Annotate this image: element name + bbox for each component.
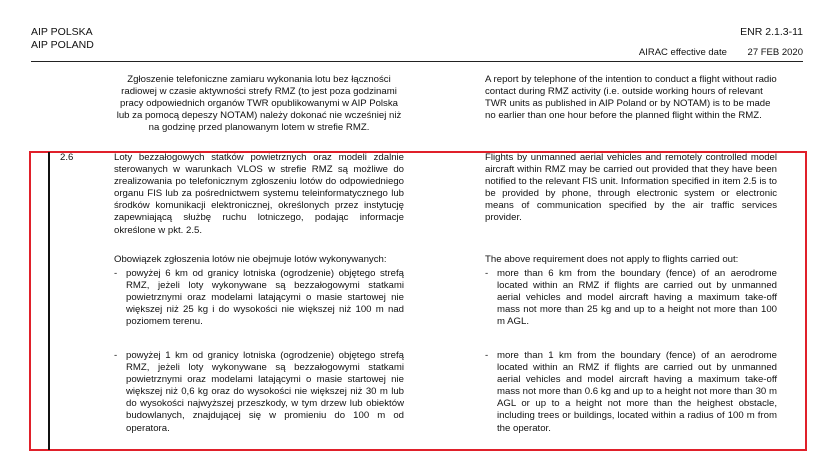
item-pl-paragraph-2: Obowiązek zgłoszenia lotów nie obejmuje lotów wykonywanych: (114, 254, 387, 265)
airac-line (639, 46, 803, 59)
item-pl-bullet-1: powyżej 6 km od granicy lotniska (ogrodzenie) objętego strefą RMZ, jeżeli loty wykonywane są bezzałogowymi statkami powietrznymi oraz modelami latającymi o masie startowej nie większej niż 25 kg i do wysokości nie większej niż 100 m nad poziomem terenu. (126, 268, 404, 328)
page-ref: ENR 2.1.3-11 (740, 26, 803, 38)
pl-bullet-1-dash: - (114, 268, 118, 279)
item-pl-paragraph-1: Loty bezzałogowych statków powietrznych oraz modeli zdalnie sterowanych w warunkach VLOS w strefie RMZ są możliwe do zrealizowania po telefonicznym zgłoszeniu lotów do odpowiedniego organu FIS lub za pośrednictwem systemu teleinformatycznego lub środków komunikacji elektronicznej, określonych przez instytucję zapewniającą służbę ruchu lotniczego, podając informacje określone w pkt. 2.5. (114, 152, 404, 236)
item-number: 2.6 (60, 152, 74, 163)
aip-poland-label: AIP POLAND (31, 39, 94, 51)
airac-date: 27 FEB 2020 (747, 47, 803, 58)
en-bullet-1-dash: - (485, 268, 489, 279)
item-pl-bullet-2: powyżej 1 km od granicy lotniska (ogrodzenie) objętego strefą RMZ, jeżeli loty wykonywane są bezzałogowymi statkami powietrznymi oraz modelami latającymi o masie startowej nie większej niż 0,6 kg oraz do wysokości nie większej niż 30 m lub do wysokości najwyższej przeszkody, w tym drzew lub obiektów budowlanych, znajdującej się w promieniu do 100 m od operatora. (126, 350, 404, 434)
pl-bullet-2-dash: - (114, 350, 118, 361)
top-row-en: A report by telephone of the intention to conduct a flight without radio contact during RMZ activity (i.e. outside working hours of relevant TWR units as published in AIP Poland or by NOTAM) is to be made no earlier than one hour before the planned flight within the RMZ. (485, 74, 777, 122)
header-rule (31, 61, 803, 62)
item-en-paragraph-2: The above requirement does not apply to flights carried out: (485, 254, 739, 265)
airac-label: AIRAC effective date (638, 47, 727, 58)
item-en-bullet-1: more than 6 km from the boundary (fence) of an aerodrome located within an RMZ if flights are carried out by unmanned aerial vehicles and model aircraft having a maximum take-off mass not more than 25 kg and up to a height not more than 100 m AGL. (497, 268, 777, 328)
change-bar (48, 152, 50, 450)
aip-polska-label: AIP POLSKA (31, 26, 93, 38)
en-bullet-2-dash: - (485, 350, 489, 361)
top-row-pl: Zgłoszenie telefoniczne zamiaru wykonania lotu bez łączności radiowej w czasie aktywności strefy RMZ (to jest poza godzinami pracy odpowiednich organów TWR opublikowanymi w AIP Polska lub za pomocą depeszy NOTAM) należy dokonać nie wcześniej niż na godzinę przed planowanym lotem w strefie RMZ. (116, 74, 402, 134)
item-en-paragraph-1: Flights by unmanned aerial vehicles and remotely controlled model aircraft within RMZ may be carried out provided that they have been notified to the relevant FIS unit. Information specified in item 2.5 is to be provided by phone, through electronic system or electronic means of communication specified by the air traffic services provider. (485, 152, 777, 224)
item-en-bullet-2: more than 1 km from the boundary (fence) of an aerodrome located within an RMZ if flights are carried out by unmanned aerial vehicles and model aircraft having a maximum take-off mass not more than 0.6 kg and up to a height not more than 30 m AGL or up to a height not more than the heighest obstacle, including trees or buildings, located within a radius of 100 m from the operator. (497, 350, 777, 434)
header-left (31, 26, 94, 52)
